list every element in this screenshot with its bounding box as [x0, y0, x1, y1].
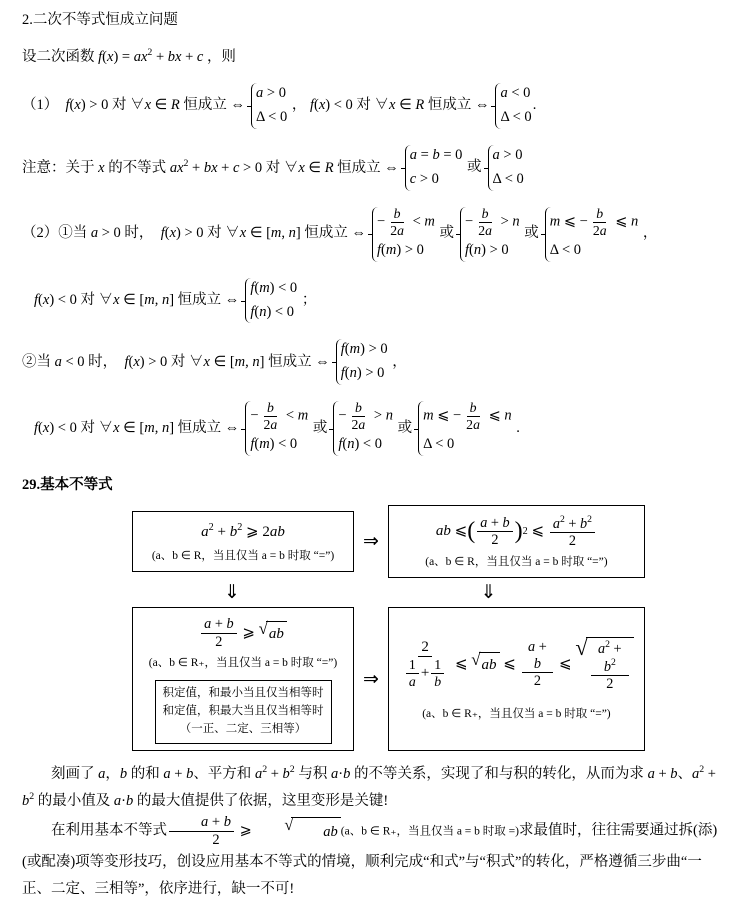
body-paragraph-2-condition: (a、b ∈ R₊，当且仅当 a = b 时取 =)	[340, 825, 519, 838]
note-line: 注意：关于 x 的不等式 $ax^2$ + bx + c > 0 对 ∀x ∈ R 恒成立 ⇔ a = b = 0 c > 0 或 a > 0 Δ < 0	[22, 144, 728, 192]
inner-rule-line-1: 积定值，和最小当且仅当相等时	[162, 687, 324, 700]
body-paragraph-2: 在利用基本不等式 $\frac{a + b}{2}$ ⩾ √ ab (a、b ∈ R₊，当且仅当 a = b 时取 =)求最值时，往往需要通过拆(添)(或配凑)项等变形技巧，创设应用基本不等式的情境，顺利完成“和式”与“积式”的转化，严格遵循三步曲“一正、二定、三相等”，依序进行，缺一不可!	[22, 814, 718, 897]
section-title-basic-inequality: 29.基本不等式	[22, 476, 113, 493]
brace-2-2-group: f(m) > 0 f(n) > 0	[332, 338, 388, 386]
basic-inequality-diagram	[22, 505, 728, 751]
diagram-row-arrows	[132, 578, 728, 607]
diagram-box-mean-chain-note: (a、b ∈ R₊，当且仅当 a = b 时取 “=”)	[422, 708, 611, 721]
diagram-inner-box-rules	[155, 680, 332, 743]
body-paragraph-2-post: 求最值时，往往需要通过拆(添)(或配凑)项等变形技巧，创设应用基本不等式的情境，顺利完成“和式”与“积式”的转化，严格遵循三步曲“一正、二定、三相等”，依序进行，缺一不可!	[22, 822, 718, 897]
setup-line: 设二次函数 $f(x) = ax^2$ + bx + c ，则	[22, 46, 236, 65]
section-title-quadratic-inequality: 2.二次不等式恒成立问题	[22, 12, 178, 28]
brace-note-case-2: a > 0 Δ < 0	[484, 144, 524, 192]
item-2-sub-1-line: （2）①当 a > 0 时， f(x) > 0 对 ∀x ∈ [m, n] 恒成立 ⇔ − $\frac{b}{2a}$ < m f(m) > 0 或 − $\frac{b}{2a}$ > n f(n) > 0 或 m ⩽ − $\frac{b}{2a}$ ⩽ n Δ < 0 ，	[22, 206, 728, 263]
inner-rule-line-2: 和定值，积最大当且仅当相等时	[162, 705, 324, 718]
diagram-box-am-gm: $\frac{a + b}{2}$ ⩾ √ ab (a、b ∈ R₊，当且仅当 a = b 时取 “=”) 积定值，和最小当且仅当相等时 和定值，积最大当且仅当相等时 （一正、二定、三相等）	[132, 607, 354, 750]
brace-note-case-1: a = b = 0 c > 0	[401, 144, 463, 192]
inner-rule-line-3: （一正、二定、三相等）	[179, 723, 307, 736]
brace-case-a-negative: a < 0 Δ < 0	[491, 82, 531, 130]
brace-case-a-positive: a > 0 Δ < 0	[247, 82, 287, 130]
brace-2-line2: f(m) < 0 f(n) < 0	[241, 277, 297, 325]
brace-2-1-group-1: − $\frac{b}{2a}$ < m f(m) > 0	[368, 206, 435, 263]
diagram-box-ab-chain-note: (a、b ∈ R，当且仅当 a = b 时取 “=”)	[425, 556, 608, 569]
diagram-box-am-gm-note: (a、b ∈ R₊，当且仅当 a = b 时取 “=”)	[148, 657, 338, 670]
arrow-down-icon-left: ⇓	[224, 582, 240, 604]
item-2-line-4: f(x) < 0 对 ∀x ∈ [m, n] 恒成立 ⇔ − $\frac{b}{2a}$ < m f(m) < 0 或 − $\frac{b}{2a}$ > n f(n) < 0 或 m ⩽ − $\frac{b}{2a}$ ⩽ n Δ < 0 .	[34, 400, 728, 457]
arrow-right-icon: ⇒	[363, 531, 379, 553]
diagram-box-ab-chain: ab ⩽ ( $\frac{a + b}{2}$ ) 2 ⩽ $\frac{a^2 + b^2}{2}$ (a、b ∈ R，当且仅当 a = b 时取 “=”)	[388, 505, 645, 579]
diagram-row-bottom	[132, 607, 728, 750]
item-2-line-2: f(x) < 0 对 ∀x ∈ [m, n] 恒成立 ⇔ f(m) < 0 f(n) < 0 ；	[34, 277, 728, 325]
body-paragraph-1: 刻画了 a，b 的和 a + b、平方和 $a^2 + b^2$ 与积 a·b 的不等关系，实现了和与积的转化，从而为求 a + b、$a^2 + b^2$ 的最小值及 a·b 的最大值提供了依据，这里变形是关键!	[22, 764, 716, 809]
item-2-sub-2-line: ②当 a < 0 时， f(x) > 0 对 ∀x ∈ [m, n] 恒成立 ⇔ f(m) > 0 f(n) > 0 ，	[22, 338, 728, 386]
brace-2-4-group-3: m ⩽ − $\frac{b}{2a}$ ⩽ n Δ < 0	[414, 400, 512, 457]
body-paragraph-2-pre: 在利用基本不等式	[51, 822, 167, 839]
diagram-box-a2b2-note: (a、b ∈ R，当且仅当 a = b 时取 “=”)	[151, 550, 335, 563]
diagram-row-top	[132, 505, 728, 579]
brace-2-1-group-2: − $\frac{b}{2a}$ > n f(n) > 0	[456, 206, 520, 263]
arrow-down-icon-right: ⇓	[480, 582, 497, 604]
diagram-box-a2b2: $a^2 + b^2$ ⩾ 2ab (a、b ∈ R，当且仅当 a = b 时取 “=”)	[132, 511, 354, 573]
brace-2-1-group-3: m ⩽ − $\frac{b}{2a}$ ⩽ n Δ < 0	[541, 206, 639, 263]
arrow-right-icon-2: ⇒	[363, 668, 379, 690]
item-1-line: （1） f(x) > 0 对 ∀x ∈ R 恒成立 ⇔ a > 0 Δ < 0 ， f(x) < 0 对 ∀x ∈ R 恒成立 ⇔ a < 0 Δ < 0 .	[22, 82, 728, 130]
brace-2-4-group-1: − $\frac{b}{2a}$ < m f(m) < 0	[241, 400, 308, 457]
diagram-box-mean-chain: 2 $\frac{1}{a}$ + $\frac{1}{b}$ ⩽ √ ab ⩽ $\frac{a + b}{2}$ ⩽ √ $\frac{a^2 + b^2}{2}$ (a、b ∈ R₊，当且仅当 a = b 时取 “=”)	[388, 607, 645, 750]
brace-2-4-group-2: − $\frac{b}{2a}$ > n f(n) < 0	[329, 400, 393, 457]
